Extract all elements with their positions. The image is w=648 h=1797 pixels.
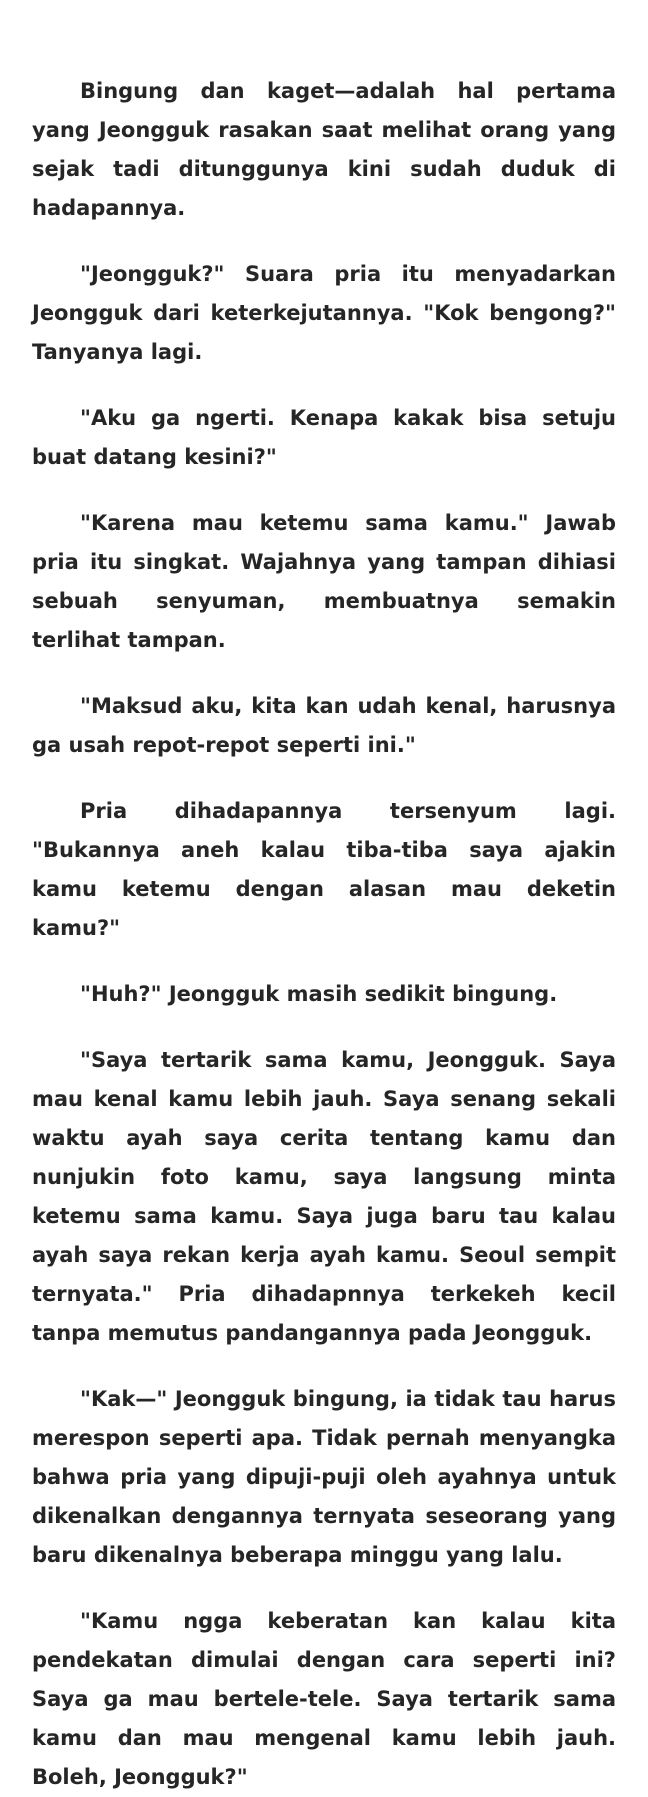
paragraph: Pria dihadapannya tersenyum lagi. "Bukannya aneh kalau tiba-tiba saya ajakin kamu ketemu dengan alasan mau deketin kamu?" [32,799,616,940]
paragraph: "Saya tertarik sama kamu, Jeongguk. Saya mau kenal kamu lebih jauh. Saya senang sekali waktu ayah saya cerita tentang kamu dan nunjukin foto kamu, saya langsung minta ketemu sama kamu. Saya juga baru tau kalau ayah saya rekan kerja ayah kamu. Seoul sempit ternyata." Pria dihadapnnya terkekeh kecil tanpa memutus pandangannya pada Jeongguk. [32,1048,616,1345]
paragraph: "Aku ga ngerti. Kenapa kakak bisa setuju buat datang kesini?" [32,406,616,469]
paragraph: "Jeongguk?" Suara pria itu menyadarkan Jeongguk dari keterkejutannya. "Kok bengong?" Tanyanya lagi. [32,262,616,364]
paragraph: "Huh?" Jeongguk masih sedikit bingung. [80,982,558,1006]
paragraph: "Kak—" Jeongguk bingung, ia tidak tau harus merespon seperti apa. Tidak pernah menyangka bahwa pria yang dipuji-puji oleh ayahnya untuk dikenalkan dengannya ternyata seseorang yang baru dikenalnya beberapa minggu yang lalu. [32,1387,616,1567]
paragraph: Bingung dan kaget—adalah hal pertama yang Jeongguk rasakan saat melihat orang yang sejak tadi ditunggunya kini sudah duduk di hadapannya. [32,79,616,220]
paragraph: "Karena mau ketemu sama kamu." Jawab pria itu singkat. Wajahnya yang tampan dihiasi sebuah senyuman, membuatnya semakin terlihat tampan. [32,511,616,652]
paragraph: "Maksud aku, kita kan udah kenal, harusnya ga usah repot-repot seperti ini." [32,694,616,757]
paragraph: "Kamu ngga keberatan kan kalau kita pendekatan dimulai dengan cara seperti ini? Saya ga mau bertele-tele. Saya tertarik sama kamu dan mau mengenal kamu lebih jauh. Boleh, Jeongguk?" [32,1609,616,1789]
